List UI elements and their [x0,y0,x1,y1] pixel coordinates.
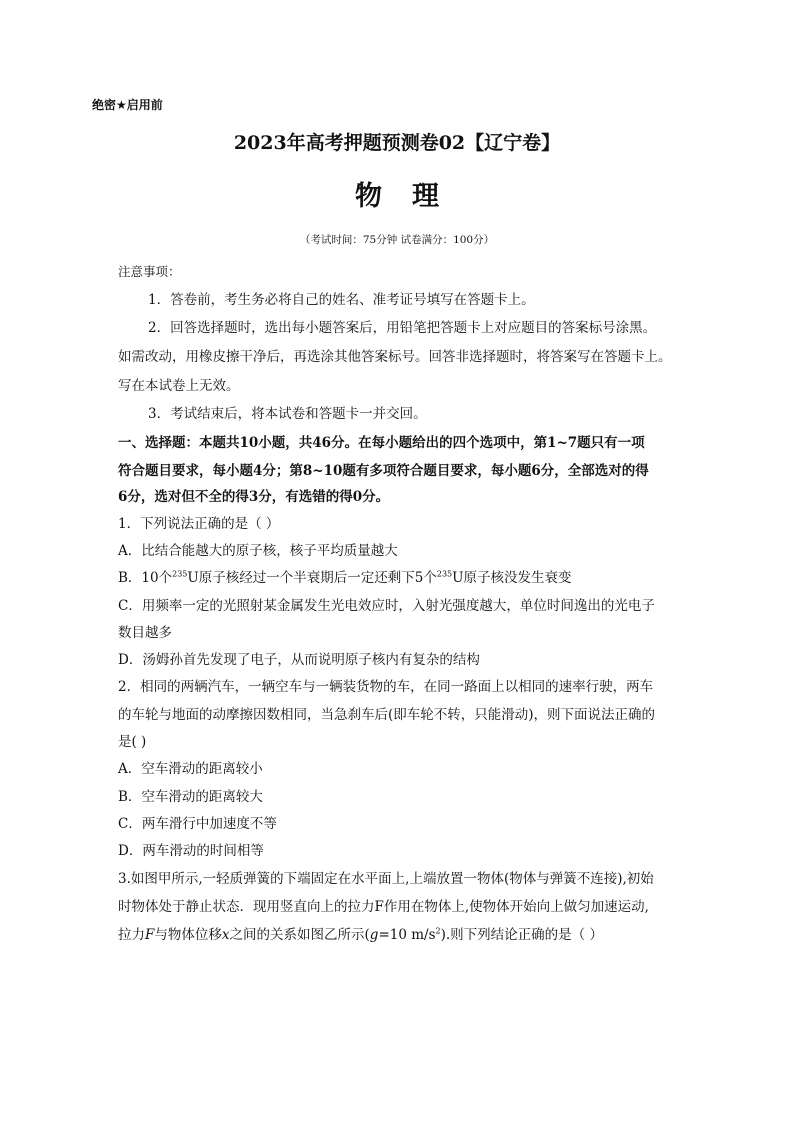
question-3-stem-line-2: 时物体处于静止状态．现用竖直向上的拉力F作用在物体上,使物体开始向上做匀加速运动, [118,899,649,915]
notice-item-2-line-3: 写在本试卷上无效。 [118,378,240,394]
question-2-option-b: B．空车滑动的距离较大 [118,789,263,805]
question-3-stem-line-3 [118,925,603,945]
q3-text-3: 之间的关系如图乙所示( [229,927,370,943]
question-2-stem-line-2: 的车轮与地面的动摩擦因数相同，当急刹车后(即车轮不转，只能滑动)，则下面说法正确的 [118,707,656,723]
notice-item-2-line-2: 如需改动，用橡皮擦干净后，再选涂其他答案标号。回答非选择题时，将答案写在答题卡上。 [118,349,672,365]
q3-text-1: 拉力 [118,927,145,943]
notice-item-1: 1．答卷前，考生务必将自己的姓名、准考证号填写在答题卡上。 [148,292,535,308]
question-3-stem-line-1: 3.如图甲所示,一轻质弹簧的下端固定在水平面上,上端放置一物体(物体与弹簧不连接),初始 [118,871,654,887]
displacement-symbol: x [221,927,230,943]
question-1-option-d: D．汤姆孙首先发现了电子，从而说明原子核内有复杂的结构 [118,652,480,668]
question-2-stem-line-1: 2．相同的两辆汽车，一辆空车与一辆装货物的车，在同一路面上以相同的速率行驶，两车 [118,679,654,695]
secret-label: 绝密★启用前 [92,98,163,112]
section-1-instructions-line-3: 6分，选对但不全的得3分，有选错的得0分。 [118,489,390,505]
option-b-text-3: U原子核没发生衰变 [452,570,572,586]
notice-heading: 注意事项： [118,264,181,279]
question-2-option-d: D．两车滑动的时间相等 [118,843,264,859]
question-2-option-a: A．空车滑动的距离较小 [118,761,263,777]
question-2-stem-line-3: 是( ) [118,734,147,750]
q3-text-2: 与物体位移 [154,927,222,943]
question-1-option-c-line-1: C．用频率一定的光照射某金属发生光电效应时，入射光强度越大，单位时间逸出的光电子 [118,598,655,614]
option-b-text-2: U原子核经过一个半衰期后一定还剩下5个 [187,570,437,586]
section-1-instructions-line-2: 符合题目要求，每小题4分；第8~10题有多项符合题目要求，每小题6分，全部选对的得 [118,463,649,479]
question-1-option-a: A．比结合能越大的原子核，核子平均质量越大 [118,543,398,559]
question-1-option-c-line-2: 数目越多 [118,625,172,641]
exam-title: 2023年高考押题预测卷02【辽宁卷】 [233,132,561,154]
gravity-symbol: g [369,927,379,943]
notice-item-3: 3．考试结束后，将本试卷和答题卡一并交回。 [148,406,427,422]
q3-text-5: ).则下列结论正确的是（ ） [440,927,603,943]
exam-info: （考试时间：75分钟 试卷满分：100分） [299,234,495,246]
q3-text-4: =10 m/s [378,927,436,943]
option-b-text-1: B．10个 [118,570,173,586]
question-1-stem: 1．下列说法正确的是（ ） [118,516,280,532]
notice-item-2-line-1: 2．回答选择题时，选出每小题答案后，用铅笔把答题卡上对应题目的答案标号涂黑。 [148,320,657,336]
isotope-mass-number: 235 [172,569,188,579]
isotope-mass-number: 235 [436,569,453,579]
question-2-option-c: C．两车滑行中加速度不等 [118,816,277,832]
exponent: 2 [435,926,441,936]
question-1-option-b [118,568,572,588]
force-symbol: F [145,927,155,943]
section-1-instructions-line-1: 一、选择题：本题共10小题，共46分。在每小题给出的四个选项中，第1~7题只有一项 [118,435,645,451]
subject-title: 物理 [355,181,469,212]
